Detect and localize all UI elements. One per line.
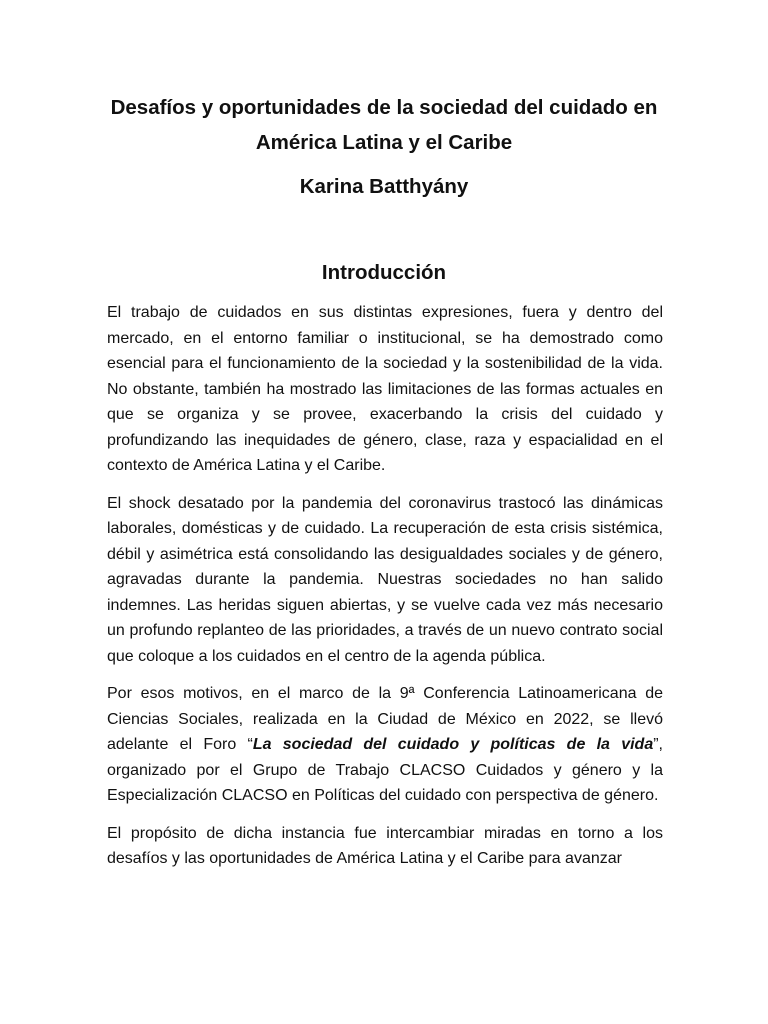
forum-name-emphasis: La sociedad del cuidado y políticas de la vida [252, 736, 654, 753]
paragraph-3 [107, 681, 663, 809]
paragraph-2: El shock desatado por la pandemia del coronavirus trastocó las dinámicas laborales, domésticas y de cuidado. La recuperación de esta crisis sistémica, débil y asimétrica está consolidando las desigualdades sociales y de género, agravadas durante la pandemia. Nuestras sociedades no han salido indemnes. Las heridas siguen abiertas, y se vuelve cada vez más necesario un profundo replanteo de las prioridades, a través de un nuevo contrato social que coloque a los cuidados en el centro de la agenda pública. [107, 494, 663, 665]
paragraph-1: El trabajo de cuidados en sus distintas expresiones, fuera y dentro del mercado, en el entorno familiar o institucional, se ha demostrado como esencial para el funcionamiento de la sociedad y la sostenibilidad de la vida. No obstante, también ha mostrado las limitaciones de las formas actuales en que se organiza y se provee, exacerbando la crisis del cuidado y profundizando las inequidades de género, clase, raza y espacialidad en el contexto de América Latina y el Caribe. [107, 304, 663, 474]
document-title: Desafíos y oportunidades de la sociedad del cuidado en América Latina y el Caribe [110, 96, 658, 154]
paragraph-3-text-after: ”, organizado por el Grupo de Trabajo CLACSO Cuidados y género y la Especialización CLACSO en Políticas del cuidado con perspectiva de género. [107, 736, 663, 804]
document-author: Karina Batthyány [299, 175, 469, 198]
document-body [107, 300, 663, 884]
section-heading-introduccion: Introducción [321, 261, 447, 284]
paragraph-3-text-before: Por esos motivos, en el marco de la 9ª Conferencia Latinoamericana de Ciencias Sociales, realizada en la Ciudad de México en 2022, se llevó adelante el Foro “ [107, 685, 663, 753]
paragraph-4: El propósito de dicha instancia fue intercambiar miradas en torno a los desafíos y las oportunidades de América Latina y el Caribe para avanzar [107, 824, 663, 867]
